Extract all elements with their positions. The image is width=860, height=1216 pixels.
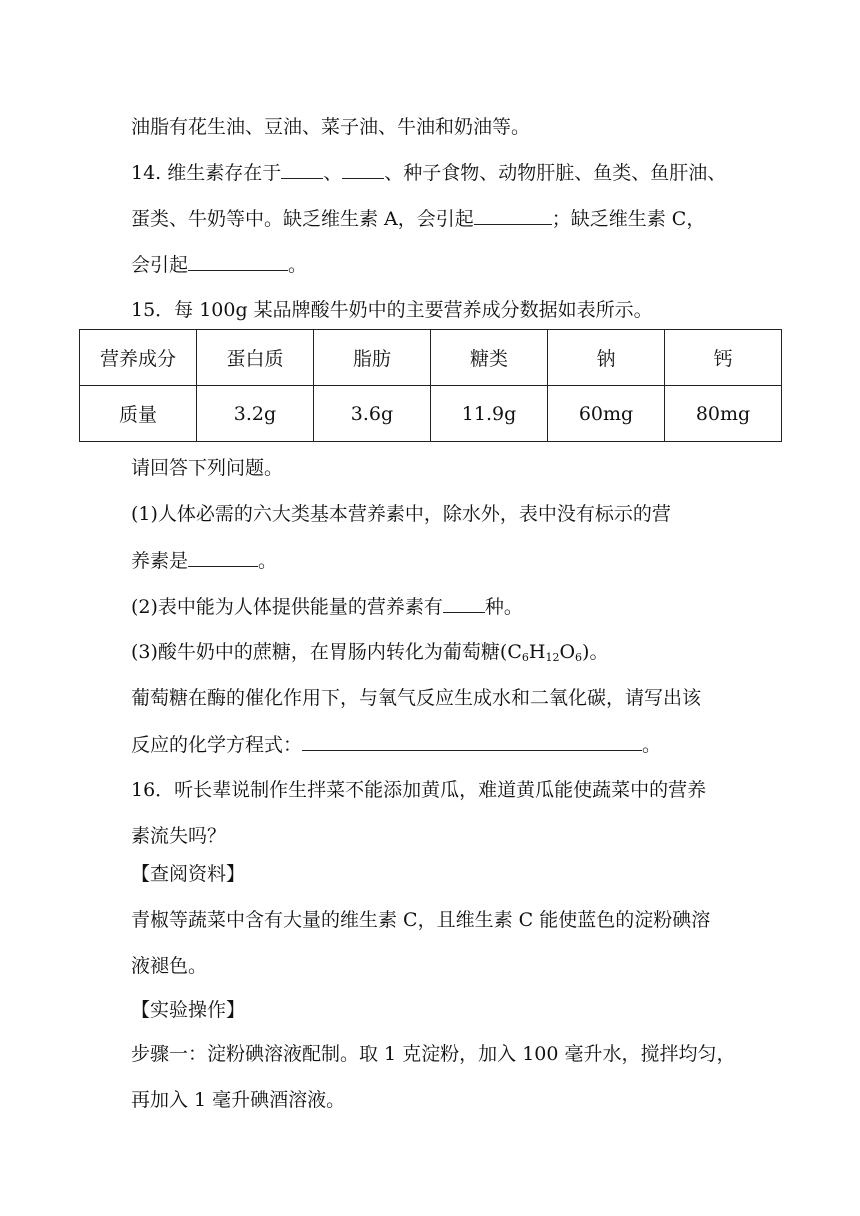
line-text: 反应的化学方程式： bbox=[131, 734, 303, 756]
subscript: 6 bbox=[521, 651, 529, 664]
line-text: 【查阅资料】 bbox=[131, 863, 246, 885]
table-cell: 营养成分 bbox=[80, 330, 197, 386]
table-cell: 蛋白质 bbox=[197, 330, 314, 386]
table-cell: 钙 bbox=[665, 330, 782, 386]
line-text: 、种子食物、动物肝脏、鱼类、鱼肝油、 bbox=[384, 162, 727, 184]
line-text: 15．每 100g 某品牌酸牛奶中的主要营养成分数据如表所示。 bbox=[131, 299, 653, 321]
line-text: 、 bbox=[323, 162, 343, 184]
table-cell: 60mg bbox=[548, 386, 665, 442]
table-cell: 3.2g bbox=[197, 386, 314, 442]
line-text: 16．听长辈说制作生拌菜不能添加黄瓜，难道黄瓜能使蔬菜中的营养 bbox=[131, 779, 707, 801]
section-heading-reference bbox=[131, 862, 245, 886]
line-text: 素流失吗？ bbox=[131, 825, 227, 847]
text-line bbox=[131, 252, 307, 277]
text-line bbox=[131, 1088, 345, 1112]
text-line bbox=[131, 456, 283, 480]
text-line bbox=[131, 686, 701, 710]
text-line bbox=[131, 908, 710, 932]
line-text: 。 bbox=[642, 734, 662, 756]
section-heading-experiment bbox=[131, 998, 245, 1022]
text-line bbox=[131, 732, 661, 757]
text-line bbox=[131, 115, 530, 139]
line-text: (2)表中能为人体提供能量的营养素有 bbox=[131, 596, 443, 618]
line-text: 。 bbox=[288, 254, 308, 276]
line-text: (1)人体必需的六大类基本营养素中，除水外，表中没有标示的营 bbox=[131, 503, 671, 525]
table-cell: 11.9g bbox=[431, 386, 548, 442]
subscript: 6 bbox=[575, 651, 583, 664]
question-16 bbox=[131, 778, 706, 802]
line-text: )。 bbox=[582, 641, 609, 663]
line-text: 请回答下列问题。 bbox=[131, 457, 284, 479]
table-row bbox=[80, 386, 782, 442]
table-cell: 3.6g bbox=[314, 386, 431, 442]
answer-blank[interactable] bbox=[188, 548, 258, 567]
line-text: 种。 bbox=[484, 596, 523, 618]
text-line bbox=[131, 1042, 736, 1066]
table-cell: 糖类 bbox=[431, 330, 548, 386]
line-text: H bbox=[528, 641, 546, 663]
line-text: 再加入 1 毫升碘酒溶液。 bbox=[131, 1089, 346, 1111]
line-text: 【实验操作】 bbox=[131, 999, 246, 1021]
line-text: 会引起 bbox=[131, 254, 189, 276]
text-line bbox=[131, 824, 226, 848]
text-line bbox=[131, 954, 207, 978]
subquestion-2 bbox=[131, 594, 523, 619]
table-cell: 质量 bbox=[80, 386, 197, 442]
line-text: 14. 维生素存在于 bbox=[131, 162, 282, 184]
answer-blank[interactable] bbox=[443, 594, 485, 613]
line-text: 步骤一：淀粉碘溶液配制。取 1 克淀粉，加入 100 毫升水，搅拌均匀， bbox=[131, 1043, 736, 1065]
table-header-row bbox=[80, 330, 782, 386]
line-text: O bbox=[559, 641, 576, 663]
table-cell: 脂肪 bbox=[314, 330, 431, 386]
text-line bbox=[131, 206, 705, 231]
table-cell: 80mg bbox=[665, 386, 782, 442]
text-line bbox=[131, 548, 277, 573]
line-text: 油脂有花生油、豆油、菜子油、牛油和奶油等。 bbox=[131, 116, 531, 138]
answer-blank[interactable] bbox=[188, 252, 288, 271]
line-text: 青椒等蔬菜中含有大量的维生素 C，且维生素 C 能使蓝色的淀粉碘溶 bbox=[131, 909, 711, 931]
question-15 bbox=[131, 298, 653, 322]
subquestion-3 bbox=[131, 640, 608, 664]
line-text: 养素是 bbox=[131, 550, 189, 572]
answer-blank[interactable] bbox=[302, 732, 642, 751]
line-text: 。 bbox=[258, 550, 278, 572]
nutrition-table bbox=[79, 329, 782, 442]
line-text: 葡萄糖在酶的催化作用下，与氧气反应生成水和二氧化碳，请写出该 bbox=[131, 687, 702, 709]
line-text: 液褪色。 bbox=[131, 955, 208, 977]
answer-blank[interactable] bbox=[342, 160, 384, 179]
line-text: 蛋类、牛奶等中。缺乏维生素 A，会引起 bbox=[131, 208, 474, 230]
answer-blank[interactable] bbox=[474, 206, 552, 225]
question-14 bbox=[131, 160, 726, 185]
subscript: 12 bbox=[545, 651, 560, 664]
line-text: (3)酸牛奶中的蔗糖，在胃肠内转化为葡萄糖(C bbox=[131, 641, 522, 663]
subquestion-1 bbox=[131, 502, 671, 526]
line-text: ；缺乏维生素 C， bbox=[551, 208, 706, 230]
answer-blank[interactable] bbox=[281, 160, 323, 179]
table-cell: 钠 bbox=[548, 330, 665, 386]
